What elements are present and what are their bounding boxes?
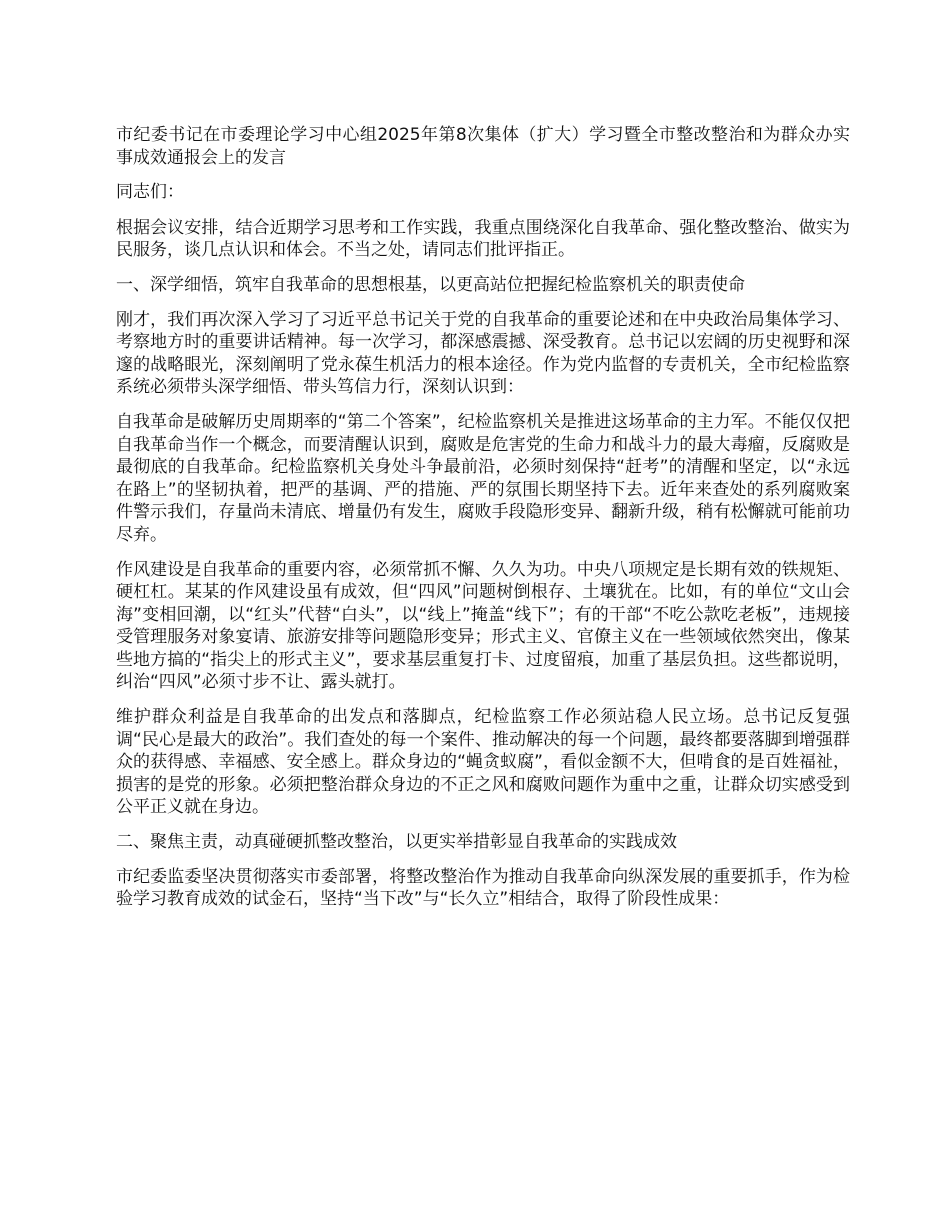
salutation: 同志们： <box>116 182 184 203</box>
body-paragraph: 作风建设是自我革命的重要内容，必须常抓不懈、久久为功。中央八项规定是长期有效的铁规矩、硬杠杠。某某的作风建设虽有成效，但“四风”问题树倒根存、土壤犹在。比如，有的单位“文山会海”变相回潮，以“红头”代替“白头”，以“线上”掩盖“线下”；有的干部“不吃公款吃老板”，违规接受管理服务对象宴请、旅游安排等问题隐形变异；形式主义、官僚主义在一些领域依然突出，像某些地方搞的“指尖上的形式主义”，要求基层重复打卡、过度留痕，加重了基层负担。这些都说明，纠治“四风”必须寸步不让、露头就打。 <box>116 559 850 693</box>
body-paragraph: 自我革命是破解历史周期率的“第二个答案”，纪检监察机关是推进这场革命的主力军。不能仅仅把自我革命当作一个概念，而要清醒认识到，腐败是危害党的生命力和战斗力的最大毒瘤，反腐败是最彻底的自我革命。纪检监察机关身处斗争最前沿，必须时刻保持“赶考”的清醒和坚定，以“永远在路上”的坚韧执着，把严的基调、严的措施、严的氛围长期坚持下去。近年来查处的系列腐败案件警示我们，存量尚未清底、增量仍有发生，腐败手段隐形变异、翻新升级，稍有松懈就可能前功尽弃。 <box>116 411 850 545</box>
section-heading-1: 一、深学细悟，筑牢自我革命的思想根基，以更高站位把握纪检监察机关的职责使命 <box>116 274 745 295</box>
body-paragraph: 维护群众利益是自我革命的出发点和落脚点，纪检监察工作必须站稳人民立场。总书记反复强调“民心是最大的政治”。我们查处的每一个案件、推动解决的每一个问题，最终都要落脚到增强群众的获得感、幸福感、安全感上。群众身边的“蝇贪蚁腐”，看似金额不大，但啃食的是百姓福祉，损害的是党的形象。必须把整治群众身边的不正之风和腐败问题作为重中之重，让群众切实感受到公平正义就在身边。 <box>116 707 850 818</box>
document-body <box>116 124 850 923</box>
body-paragraph: 市纪委监委坚决贯彻落实市委部署，将整改整治作为推动自我革命向纵深发展的重要抓手，作为检验学习教育成效的试金石，坚持“当下改”与“长久立”相结合，取得了阶段性成果： <box>116 866 850 910</box>
section-heading-2: 二、聚焦主责，动真碰硬抓整改整治，以更实举措彰显自我革命的实践成效 <box>116 832 677 853</box>
intro-paragraph: 根据会议安排，结合近期学习思考和工作实践，我重点围绕深化自我革命、强化整改整治、做实为民服务，谈几点认识和体会。不当之处，请同志们批评指正。 <box>116 217 850 261</box>
document-title: 市纪委书记在市委理论学习中心组2025年第8次集体（扩大）学习暨全市整改整治和为群众办实事成效通报会上的发言 <box>116 125 850 168</box>
body-paragraph: 刚才，我们再次深入学习了习近平总书记关于党的自我革命的重要论述和在中央政治局集体学习、考察地方时的重要讲话精神。每一次学习，都深感震撼、深受教育。总书记以宏阔的历史视野和深邃的战略眼光，深刻阐明了党永葆生机活力的根本途径。作为党内监督的专责机关，全市纪检监察系统必须带头深学细悟、带头笃信力行，深刻认识到： <box>116 309 850 398</box>
